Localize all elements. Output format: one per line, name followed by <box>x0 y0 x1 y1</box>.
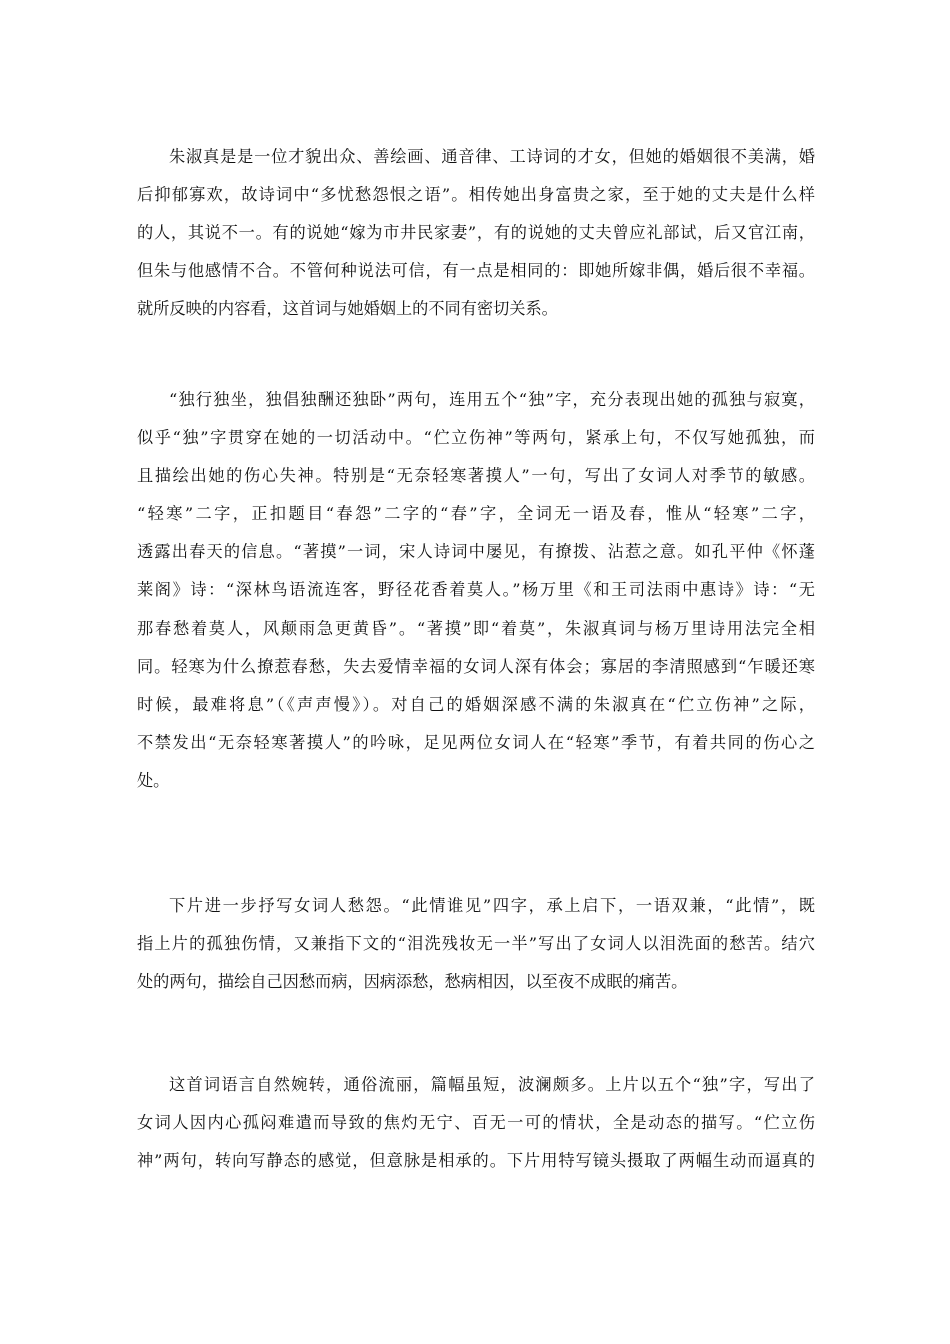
text-line: 神”两句，转向写静态的感觉，但意脉是相承的。下片用特写镜头摄取了两幅生动而逼真的 <box>137 1151 815 1171</box>
text-line: 后抑郁寡欢，故诗词中“多忧愁怨恨之语”。相传她出身富贵之家，至于她的丈夫是什么样 <box>137 185 815 205</box>
paragraph-author-background <box>137 138 815 328</box>
text-line: 朱淑真是是一位才貌出众、善绘画、通音律、工诗词的才女，但她的婚姻很不美满，婚 <box>169 147 815 166</box>
paragraph-upper-stanza-analysis <box>137 381 815 800</box>
text-line: 但朱与他感情不合。不管何种说法可信，有一点是相同的：即她所嫁非偶，婚后很不幸福。 <box>137 261 815 281</box>
text-line: 指上片的孤独伤情，又兼指下文的“泪洗残妆无一半”写出了女词人以泪洗面的愁苦。结穴 <box>137 934 815 954</box>
text-line: 的人，其说不一。有的说她“嫁为市井民家妻”，有的说她的丈夫曾应礼部试，后又官江南， <box>137 223 815 243</box>
text-line: 似乎“独”字贯穿在她的一切活动中。“伫立伤神”等两句，紧承上句，不仅写她孤独，而 <box>137 428 815 448</box>
text-line: 处。 <box>137 770 170 790</box>
text-line: 女词人因内心孤闷难遣而导致的焦灼无宁、百无一可的情状，全是动态的描写。“伫立伤 <box>137 1113 815 1133</box>
text-line: 下片进一步抒写女词人愁怨。“此情谁见”四字，承上启下，一语双兼，“此情”，既 <box>169 896 815 915</box>
text-line: 那春愁着莫人，风颠雨急更黄昏”。“著摸”即“着莫”，朱淑真词与杨万里诗用法完全相 <box>137 618 815 638</box>
text-line: 透露出春天的信息。“著摸”一词，宋人诗词中屡见，有撩拨、沾惹之意。如孔平仲《怀蓬 <box>137 542 815 562</box>
text-line: 处的两句，描绘自己因愁而病，因病添愁，愁病相因，以至夜不成眠的痛苦。 <box>137 972 688 992</box>
text-line: 就所反映的内容看，这首词与她婚姻上的不同有密切关系。 <box>137 299 558 319</box>
text-line: 莱阁》诗：“深林鸟语流连客，野径花香着莫人。”杨万里《和王司法雨中惠诗》诗：“无 <box>137 580 815 600</box>
text-line: 时候，最难将息”（《声声慢》）。对自己的婚姻深感不满的朱淑真在“伫立伤神”之际， <box>137 694 815 714</box>
paragraph-language-style <box>137 1066 815 1180</box>
text-line: 同。轻寒为什么撩惹春愁，失去爱情幸福的女词人深有体会；寡居的李清照感到“乍暖还寒 <box>137 656 815 676</box>
text-line: 不禁发出“无奈轻寒著摸人”的吟咏，足见两位女词人在“轻寒”季节，有着共同的伤心之 <box>137 732 815 752</box>
text-line: 且描绘出她的伤心失神。特别是“无奈轻寒著摸人”一句，写出了女词人对季节的敏感。 <box>137 466 815 486</box>
paragraph-lower-stanza-analysis <box>137 887 815 1001</box>
text-line: “轻寒”二字，正扣题目“春怨”二字的“春”字，全词无一语及春，惟从“轻寒”二字， <box>137 504 815 524</box>
text-line: 这首词语言自然婉转，通俗流丽，篇幅虽短，波澜颇多。上片以五个“独”字，写出了 <box>169 1075 815 1094</box>
text-line: “独行独坐，独倡独酬还独卧”两句，连用五个“独”字，充分表现出她的孤独与寂寞， <box>169 390 815 409</box>
